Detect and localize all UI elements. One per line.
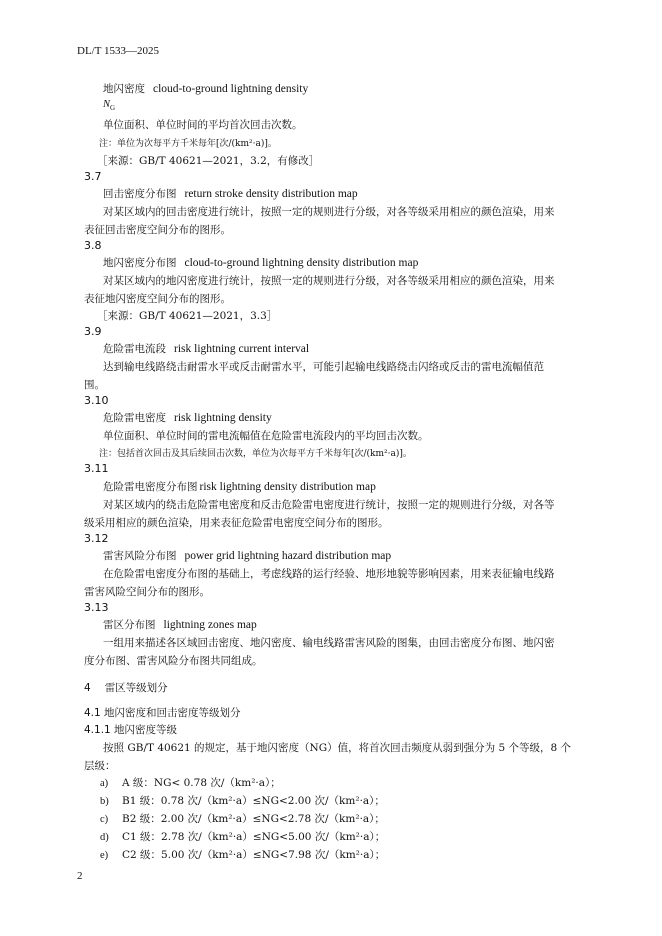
clause-number: 3.9: [84, 325, 102, 338]
term-note: 注：单位为次每平方千米每年[次/(km²·a)]。: [99, 139, 277, 149]
term-definition-line: 对某区域内的回击密度进行统计，按照一定的规则进行分级，对各等级采用相应的颜色渲染，用来: [103, 206, 555, 218]
list-text: C2 级：5.00 次/（km²·a）≤NG<7.98 次/（km²·a）；: [122, 849, 386, 861]
page-number: 2: [77, 870, 83, 882]
section-title: 雷区等级划分: [104, 682, 168, 694]
term-definition-line: 在危险雷电密度分布图的基础上，考虑线路的运行经验、地形地貌等影响因素，用来表征输电线路: [103, 568, 555, 580]
term-definition-line: 对某区域内的地闪密度进行统计，按照一定的规则进行分级，对各等级采用相应的颜色渲染，用来: [103, 275, 555, 287]
term-en: cloud-to-ground lightning density: [153, 83, 309, 95]
clause-number: 3.12: [84, 532, 109, 545]
list-label: c): [100, 814, 109, 825]
term-en: risk lightning density distribution map: [199, 481, 376, 493]
clause-number: 3.10: [84, 394, 109, 407]
list-label: e): [100, 850, 109, 861]
section-number: 4: [84, 682, 91, 694]
term-heading: [103, 81, 308, 96]
term-symbol: [103, 99, 115, 112]
term-en: risk lightning current interval: [174, 343, 310, 355]
section-heading: [84, 680, 168, 695]
term-definition-line: 一组用来描述各区域回击密度、地闪密度、输电线路雷害风险的图集，由回击密度分布图、地闪密: [103, 637, 555, 649]
list-label: a): [100, 778, 109, 789]
term-heading: [103, 341, 309, 356]
term-heading: [103, 186, 358, 201]
symbol-letter: N: [103, 99, 111, 110]
document-header: DL/T 1533—2025: [77, 45, 159, 57]
term-en: return stroke density distribution map: [184, 188, 358, 200]
list-text: A 级：NG< 0.78 次/（km²·a）；: [122, 777, 281, 789]
term-heading: [103, 479, 376, 494]
list-item: [100, 793, 385, 808]
paragraph-line: 层级：: [84, 760, 116, 772]
clause-number: 3.11: [84, 462, 109, 475]
term-definition: 单位面积、单位时间的平均首次回击次数。: [103, 119, 303, 131]
subsubsection-heading: 4.1.1 地闪密度等级: [84, 724, 178, 736]
term-zh: 危险雷电密度: [103, 412, 166, 424]
term-heading: [103, 617, 257, 632]
term-zh: 回击密度分布图: [103, 188, 177, 200]
list-item: [100, 811, 385, 826]
term-definition: 单位面积、单位时间的雷电流幅值在危险雷电流段内的平均回击次数。: [103, 430, 429, 442]
list-item: [100, 829, 385, 844]
list-label: b): [100, 796, 109, 807]
list-text: C1 级：2.78 次/（km²·a）≤NG<5.00 次/（km²·a）；: [122, 831, 386, 843]
term-heading: [103, 255, 418, 270]
term-zh: 危险雷电流段: [103, 343, 166, 355]
list-item: [100, 847, 385, 862]
list-text: B1 级：0.78 次/（km²·a）≤NG<2.00 次/（km²·a）；: [122, 795, 385, 807]
paragraph-line: 按照 GB/T 40621 的规定，基于地闪密度（NG）值，将首次回击频度从弱到强分为 5 个等级，8 个: [103, 742, 572, 754]
list-text: B2 级：2.00 次/（km²·a）≤NG<2.78 次/（km²·a）；: [122, 813, 385, 825]
term-definition-line: 表征回击密度空间分布的图形。: [84, 224, 231, 236]
clause-number: 3.7: [84, 170, 102, 183]
term-en: cloud-to-ground lightning density distribution map: [184, 257, 419, 269]
clause-number: 3.13: [84, 601, 109, 614]
term-definition-line: 度分布图、雷害风险分布图共同组成。: [84, 655, 263, 667]
term-definition-line: 对某区域内的绕击危险雷电密度和反击危险雷电密度进行统计，按照一定的规则进行分级，对各等: [103, 499, 555, 511]
list-item: [100, 775, 281, 790]
term-definition-line: 围。: [84, 379, 105, 391]
term-en: lightning zones map: [163, 619, 257, 631]
term-definition-line: 表征地闪密度空间分布的图形。: [84, 293, 231, 305]
term-zh: 地闪密度: [103, 83, 145, 95]
symbol-subscript: G: [110, 104, 116, 113]
term-definition-line: 雷害风险空间分布的图形。: [84, 586, 210, 598]
term-zh: 危险雷电密度分布图: [103, 481, 198, 493]
term-heading: [103, 548, 391, 563]
term-note: 注：包括首次回击及其后续回击次数，单位为次每平方千米每年[次/(km²·a)]。: [99, 449, 412, 459]
term-source: ［来源：GB/T 40621—2021，3.2，有修改］: [97, 155, 320, 167]
term-source: ［来源：GB/T 40621—2021，3.3］: [97, 310, 278, 322]
term-definition-line: 级采用相应的颜色渲染，用来表征危险雷电密度空间分布的图形。: [84, 517, 389, 529]
subsection-heading: 4.1 地闪密度和回击密度等级划分: [84, 707, 241, 719]
list-label: d): [100, 832, 109, 843]
term-zh: 雷区分布图: [103, 619, 156, 631]
term-en: power grid lightning hazard distribution map: [184, 550, 392, 562]
term-zh: 地闪密度分布图: [103, 257, 177, 269]
term-heading: [103, 410, 272, 425]
term-zh: 雷害风险分布图: [103, 550, 177, 562]
term-en: risk lightning density: [174, 412, 272, 424]
term-definition-line: 达到输电线路绕击耐雷水平或反击耐雷水平，可能引起输电线路绕击闪络或反击的雷电流幅值范: [103, 361, 544, 373]
clause-number: 3.8: [84, 239, 102, 252]
